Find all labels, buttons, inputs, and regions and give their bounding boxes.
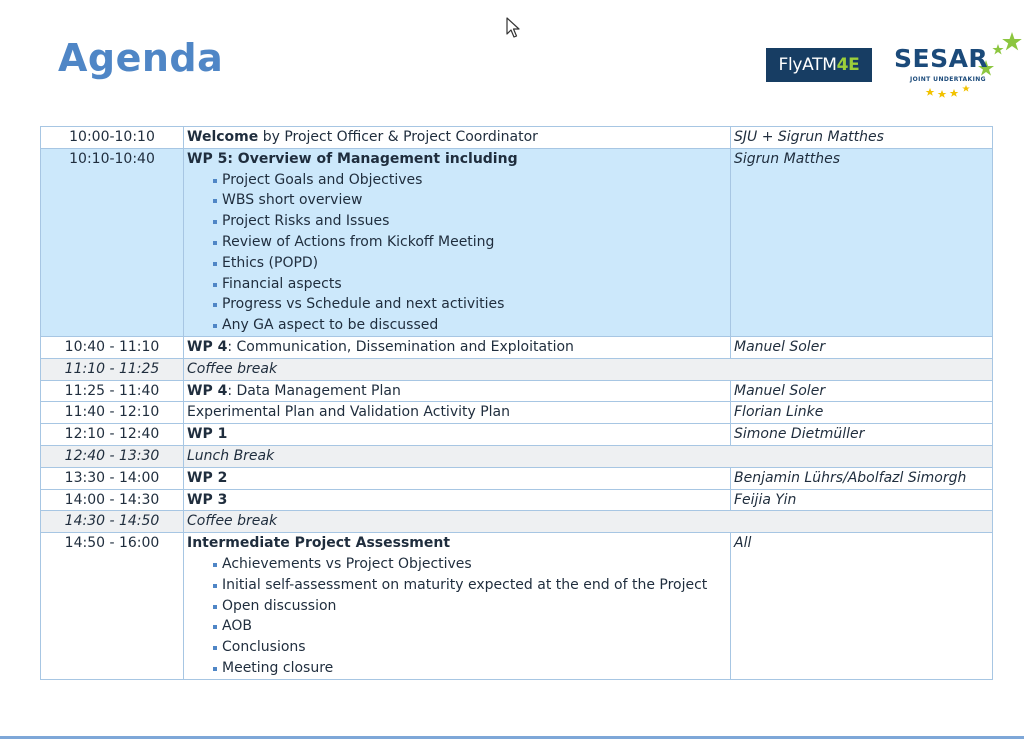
topic-bullet-list	[187, 170, 727, 336]
sesar-logo	[890, 30, 1024, 100]
time-cell: 11:40 - 12:10	[41, 402, 184, 424]
topic-bold: WP 4	[187, 382, 228, 399]
topic-cell	[184, 489, 731, 511]
break-label: Coffee break	[184, 511, 993, 533]
presenter-cell: Manuel Soler	[731, 336, 993, 358]
bullet-item: Progress vs Schedule and next activities	[187, 294, 727, 315]
mouse-cursor-icon	[506, 17, 522, 39]
bullet-item: Meeting closure	[187, 658, 727, 679]
flyatm-logo-suffix: 4E	[836, 55, 860, 75]
topic-text: : Data Management Plan	[227, 382, 401, 399]
topic-text: by Project Officer & Project Coordinator	[258, 129, 538, 145]
agenda-row	[41, 148, 993, 336]
sesar-logo-subtitle: JOINT UNDERTAKING	[910, 76, 986, 83]
topic-cell	[184, 380, 731, 402]
bullet-item: Financial aspects	[187, 274, 727, 295]
presenter-cell: All	[731, 533, 993, 680]
time-cell: 10:10-10:40	[41, 148, 184, 336]
bullet-item: Project Risks and Issues	[187, 211, 727, 232]
time-cell: 14:30 - 14:50	[41, 511, 184, 533]
topic-cell	[184, 424, 731, 446]
bullet-item: Project Goals and Objectives	[187, 170, 727, 191]
topic-text: : Communication, Dissemination and Exploitation	[227, 338, 574, 355]
time-cell: 11:25 - 11:40	[41, 380, 184, 402]
presenter-cell: Simone Dietmüller	[731, 424, 993, 446]
time-cell: 10:40 - 11:10	[41, 336, 184, 358]
bullet-item: AOB	[187, 616, 727, 637]
break-row	[41, 358, 993, 380]
topic-cell	[184, 336, 731, 358]
time-cell: 10:00-10:10	[41, 127, 184, 149]
time-cell: 12:10 - 12:40	[41, 424, 184, 446]
flyatm4e-logo	[766, 48, 872, 82]
topic-cell	[184, 127, 731, 149]
topic-cell	[184, 467, 731, 489]
topic-bold: WP 3	[187, 491, 228, 508]
agenda-row	[41, 336, 993, 358]
topic-bold: Welcome	[187, 129, 259, 145]
bullet-item: Open discussion	[187, 596, 727, 617]
agenda-row	[41, 467, 993, 489]
presenter-cell: SJU + Sigrun Matthes	[731, 127, 993, 149]
topic-cell	[184, 148, 731, 336]
time-cell: 12:40 - 13:30	[41, 445, 184, 467]
presenter-cell: Manuel Soler	[731, 380, 993, 402]
bullet-item: Review of Actions from Kickoff Meeting	[187, 232, 727, 253]
time-cell: 14:00 - 14:30	[41, 489, 184, 511]
presenter-cell: Florian Linke	[731, 402, 993, 424]
agenda-row	[41, 402, 993, 424]
break-label: Coffee break	[184, 358, 993, 380]
flyatm-logo-prefix: FlyATM	[778, 55, 837, 75]
bullet-item: Conclusions	[187, 637, 727, 658]
agenda-row	[41, 127, 993, 149]
sesar-logo-text: SESAR	[894, 44, 989, 73]
page-title: Agenda	[58, 36, 224, 80]
time-cell: 11:10 - 11:25	[41, 358, 184, 380]
topic-bold: WP 5: Overview of Management including	[187, 150, 518, 167]
break-row	[41, 511, 993, 533]
agenda-table	[40, 126, 993, 680]
topic-cell	[184, 402, 731, 424]
presenter-cell: Benjamin Lührs/Abolfazl Simorgh	[731, 467, 993, 489]
bullet-item: WBS short overview	[187, 190, 727, 211]
time-cell: 13:30 - 14:00	[41, 467, 184, 489]
break-row	[41, 445, 993, 467]
bottom-divider	[0, 736, 1024, 739]
bullet-item: Achievements vs Project Objectives	[187, 554, 727, 575]
topic-bullet-list	[187, 554, 727, 679]
bullet-item: Ethics (POPD)	[187, 253, 727, 274]
bullet-item: Any GA aspect to be discussed	[187, 315, 727, 336]
topic-bold: WP 4	[187, 338, 228, 355]
topic-cell	[184, 533, 731, 680]
agenda-row	[41, 380, 993, 402]
topic-bold: WP 1	[187, 426, 228, 443]
topic-bold: Intermediate Project Assessment	[187, 535, 451, 552]
presenter-cell: Sigrun Matthes	[731, 148, 993, 336]
agenda-row	[41, 489, 993, 511]
topic-text: Experimental Plan and Validation Activity Plan	[187, 404, 511, 421]
topic-bold: WP 2	[187, 469, 228, 486]
agenda-row	[41, 533, 993, 680]
presenter-cell: Feijia Yin	[731, 489, 993, 511]
agenda-row	[41, 424, 993, 446]
break-label: Lunch Break	[184, 445, 993, 467]
bullet-item: Initial self-assessment on maturity expected at the end of the Project	[187, 575, 727, 596]
time-cell: 14:50 - 16:00	[41, 533, 184, 680]
